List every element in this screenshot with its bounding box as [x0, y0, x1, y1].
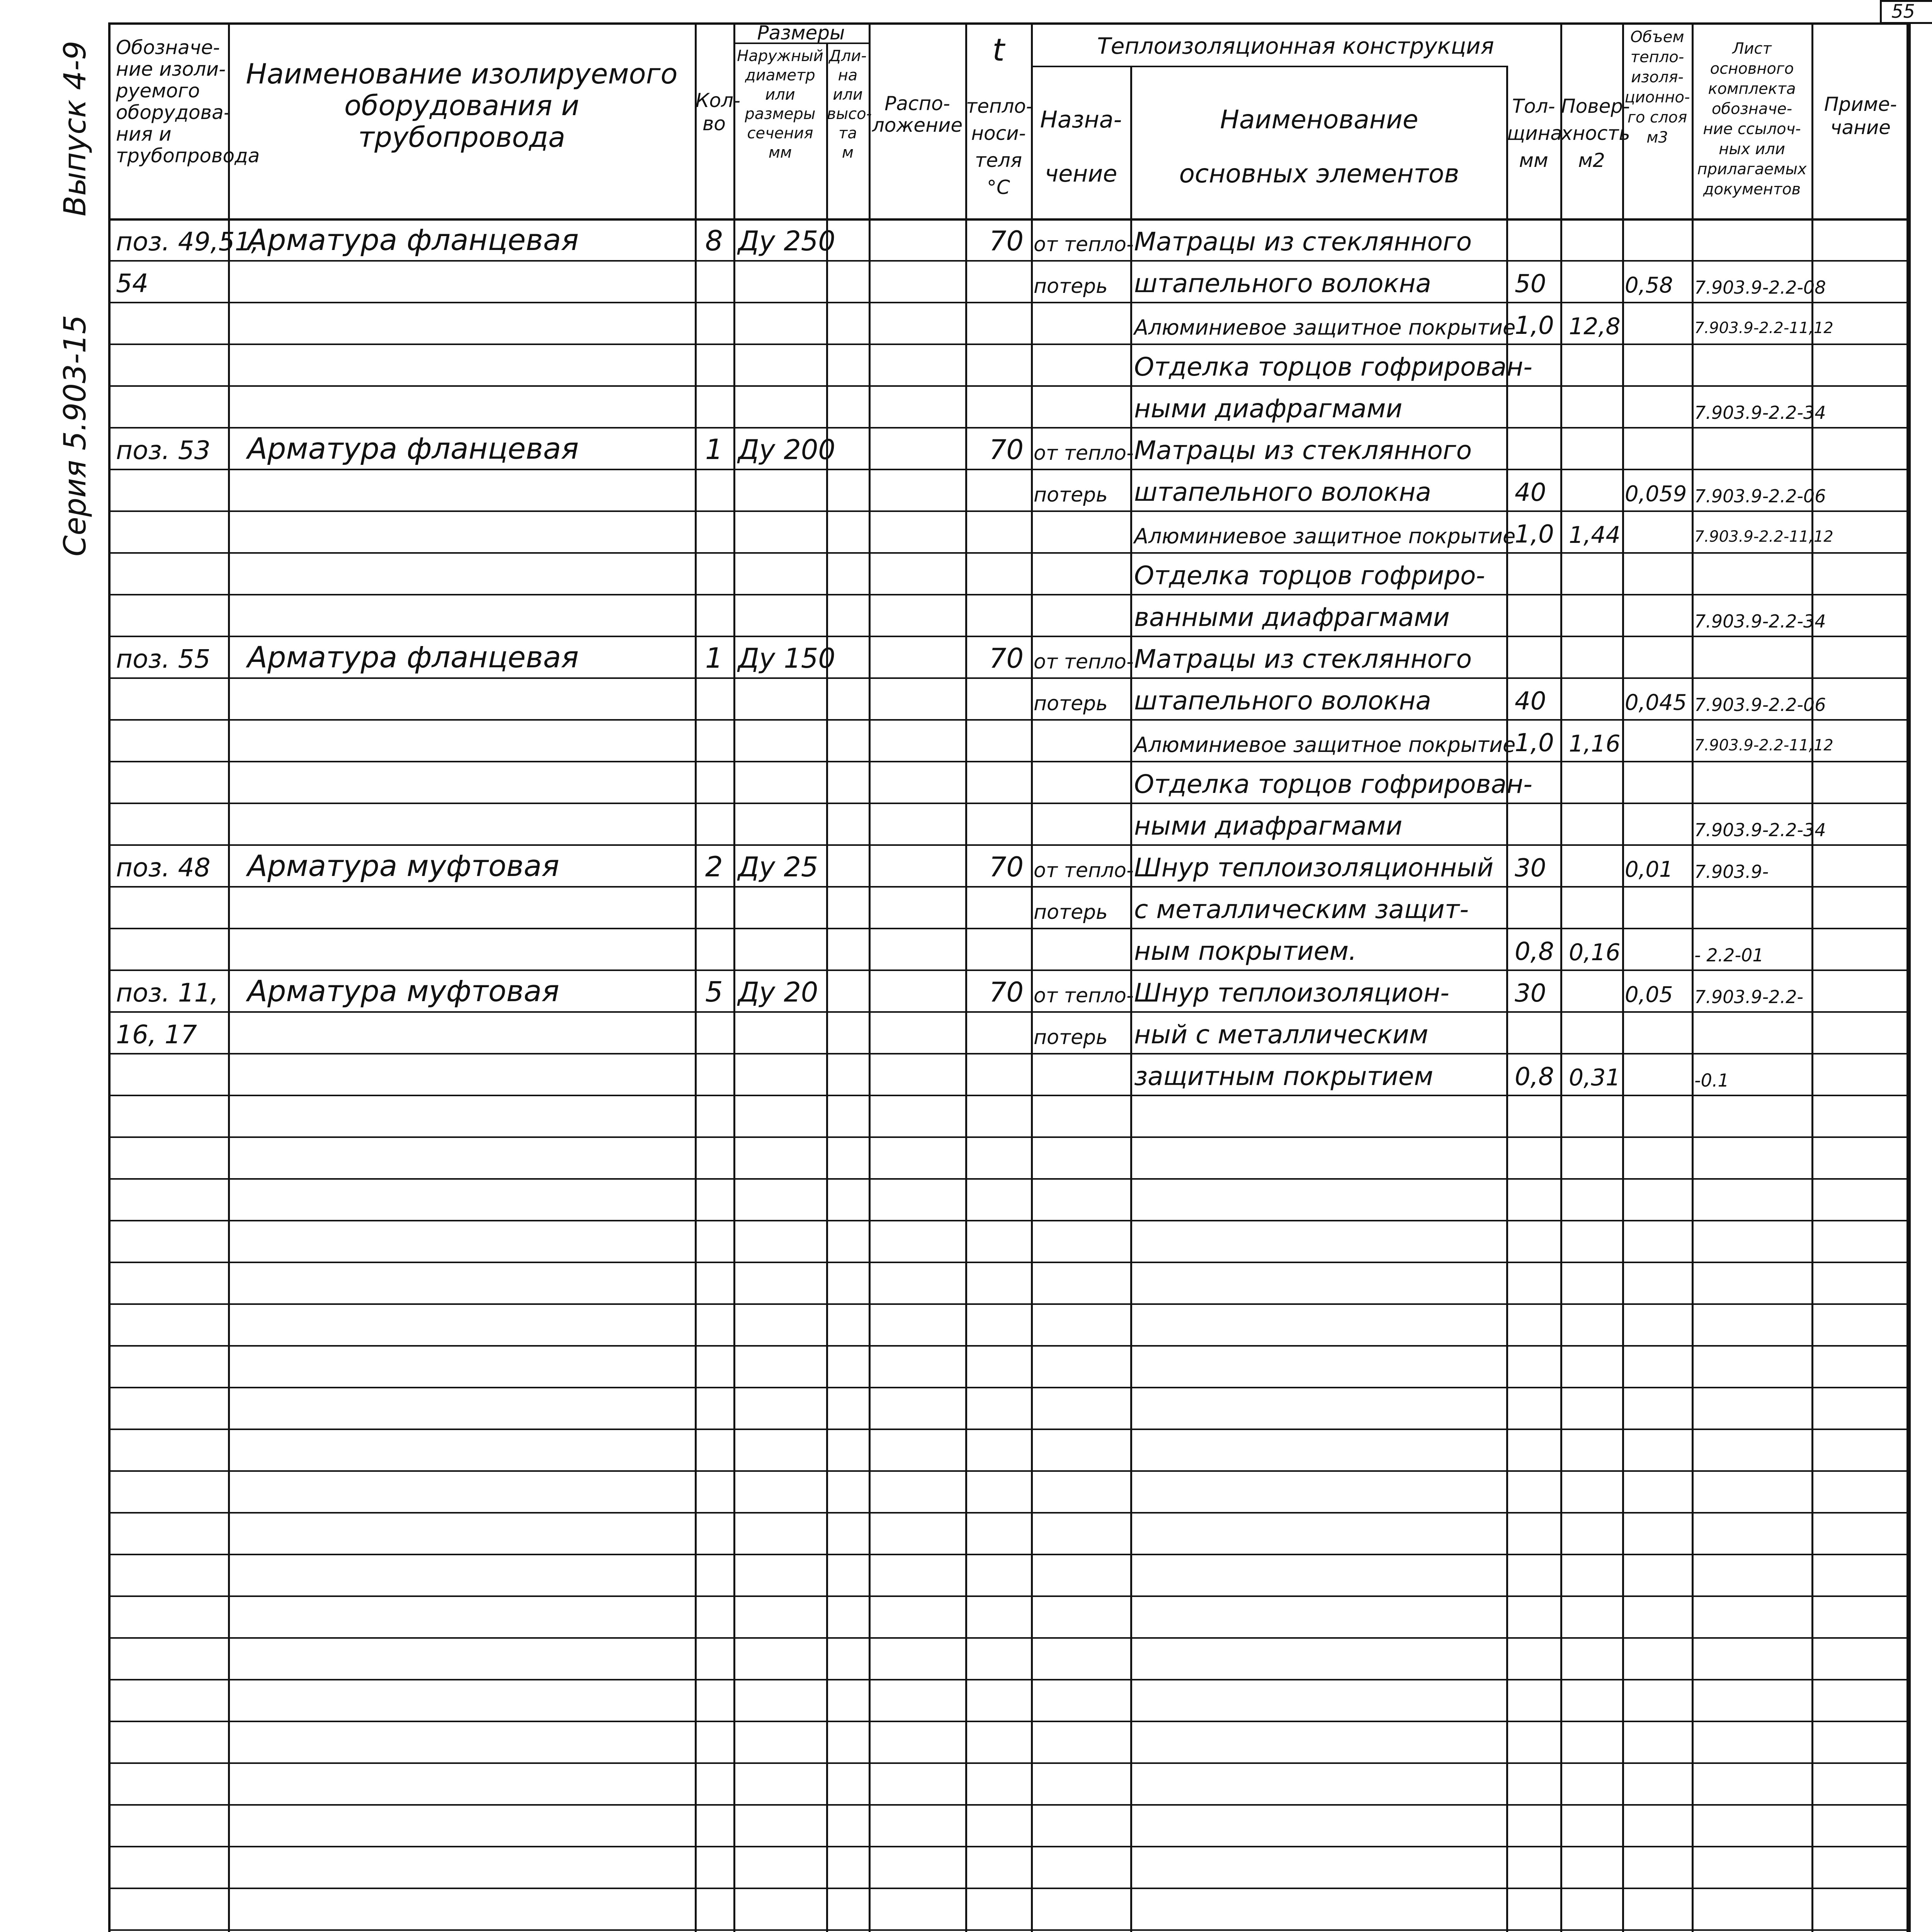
cell-element: Матрацы из стеклянного — [1134, 227, 1472, 257]
header-diameter-line: или — [765, 86, 795, 104]
row-line — [108, 427, 1909, 429]
cell-thickness: 1,0 — [1515, 520, 1554, 549]
header-sheet-ref — [1692, 39, 1811, 199]
header-length-line: высо- — [827, 105, 872, 123]
cell-diameter: Ду 20 — [738, 976, 818, 1008]
cell-sheet: - 2.2-01 — [1694, 945, 1764, 966]
cell-volume: 0,045 — [1625, 690, 1687, 715]
cell-sheet: 7.903.9-2.2-34 — [1694, 402, 1826, 423]
cell-sheet: 7.903.9-2.2-34 — [1694, 611, 1826, 632]
row-line — [108, 969, 1909, 971]
header-volume-line: тепло- — [1630, 48, 1684, 66]
cell-volume: 0,059 — [1625, 481, 1687, 507]
col-line-12 — [1692, 22, 1694, 1932]
cell-element: штапельного волокна — [1134, 686, 1431, 716]
row-line — [108, 1637, 1909, 1639]
header-location-line: ложение — [872, 114, 963, 136]
header-volume-line: Объем — [1630, 28, 1684, 46]
cell-diameter: Ду 150 — [738, 643, 835, 674]
cell-temp: 70 — [989, 851, 1024, 883]
cell-purpose: от тепло- — [1034, 859, 1134, 882]
cell-element: ными диафрагмами — [1134, 811, 1403, 841]
row-line — [108, 1303, 1909, 1305]
corner-sheet-number: 55 — [1891, 1, 1915, 22]
row-line — [108, 761, 1909, 762]
issue-label: Выпуск 4-9 — [58, 41, 93, 216]
row-line — [108, 552, 1909, 554]
header-sheet-line: обозначе- — [1711, 100, 1793, 118]
cell-element: с металлическим защит- — [1134, 895, 1469, 924]
header-length — [827, 46, 872, 162]
cell-element: Алюминиевое защитное покрытие — [1134, 733, 1516, 757]
header-volume — [1623, 27, 1692, 148]
header-thickness — [1507, 93, 1560, 174]
header-quantity — [696, 89, 741, 135]
cell-element: ванными диафрагмами — [1134, 602, 1450, 632]
cell-element: ным покрытием. — [1134, 936, 1357, 966]
cell-purpose: потерь — [1034, 901, 1108, 924]
header-thickness-line: мм — [1519, 149, 1548, 172]
cell-surface: 1,44 — [1569, 522, 1621, 549]
header-designation-line: руемого — [116, 80, 200, 102]
cell-element: штапельного волокна — [1134, 269, 1431, 298]
row-line — [108, 1178, 1909, 1180]
header-elements — [1132, 93, 1506, 201]
row-line — [108, 1804, 1909, 1806]
header-length-line: или — [833, 86, 863, 104]
row-line — [108, 928, 1909, 929]
header-designation-line: Обозначе- — [116, 36, 220, 59]
col-line-2 — [695, 22, 697, 1932]
header-volume-line: ционно- — [1624, 88, 1690, 106]
header-insulation-group: Теплоизоляционная конструкция — [1097, 33, 1494, 59]
header-volume-line: м3 — [1646, 129, 1668, 146]
header-designation-line: трубопровода — [116, 145, 260, 167]
cell-element: Отделка торцов гофрирован- — [1134, 769, 1532, 799]
cell-qty: 5 — [705, 976, 723, 1008]
row-line — [108, 677, 1909, 679]
header-sheet-line: комплекта — [1708, 80, 1796, 98]
header-temp-line: тепло- — [966, 95, 1033, 117]
col-line-13 — [1811, 22, 1813, 1932]
header-elements-line: Наименование — [1220, 105, 1418, 134]
header-length-line: та — [838, 124, 857, 142]
header-note-line: чание — [1830, 116, 1891, 139]
header-sheet-line: Лист — [1732, 40, 1772, 58]
row-line — [108, 1846, 1909, 1847]
cell-element: Отделка торцов гофриро- — [1134, 561, 1485, 590]
cell-surface: 0,16 — [1569, 939, 1621, 966]
cell-purpose: от тепло- — [1034, 233, 1134, 256]
header-temp-line: носи- — [971, 122, 1026, 145]
header-qty-line: Кол- — [696, 89, 741, 112]
cell-thickness: 0,8 — [1515, 1063, 1554, 1091]
cell-qty: 1 — [705, 642, 723, 674]
cell-element: Алюминиевое защитное покрытие — [1134, 524, 1516, 548]
header-purpose — [1032, 93, 1130, 201]
row-line — [108, 886, 1909, 888]
col-line-5 — [869, 22, 871, 1932]
col-line-10 — [1560, 22, 1562, 1932]
header-diameter-line: Наружный — [737, 47, 823, 65]
series-label: Серия 5.903-15 — [58, 315, 93, 556]
header-name-line: трубопровода — [358, 121, 565, 153]
row-line — [108, 1888, 1909, 1889]
header-surface-line: Повер- — [1561, 95, 1630, 117]
cell-purpose: от тепло- — [1034, 984, 1134, 1007]
cell-sheet: 7.903.9-2.2-06 — [1694, 486, 1826, 507]
cell-temp: 70 — [989, 976, 1024, 1008]
col-line-14 — [1909, 22, 1911, 1932]
row-line — [108, 1595, 1909, 1597]
col-line-3 — [733, 22, 735, 1932]
cell-thickness: 40 — [1515, 687, 1546, 716]
col-line-7 — [1031, 22, 1033, 1932]
header-length-line: м — [842, 144, 854, 162]
row-line — [108, 1345, 1909, 1347]
header-designation-line: оборудова- — [116, 101, 231, 124]
row-line — [108, 1136, 1909, 1138]
row-line — [108, 594, 1909, 595]
cell-surface: 0,31 — [1569, 1064, 1621, 1091]
header-note — [1812, 93, 1909, 139]
row-line — [108, 302, 1909, 303]
cell-sheet: 7.903.9-2.2-08 — [1694, 277, 1826, 298]
cell-designation: поз. 55 — [116, 644, 211, 674]
header-name-line: оборудования и — [344, 89, 580, 122]
cell-purpose: потерь — [1034, 275, 1108, 298]
row-line — [108, 1387, 1909, 1388]
cell-thickness: 0,8 — [1515, 937, 1554, 966]
cell-sheet: -0.1 — [1694, 1070, 1729, 1091]
header-designation-line: ния и — [116, 123, 172, 145]
header-location — [869, 93, 965, 136]
row-line — [108, 1262, 1909, 1263]
cell-purpose: потерь — [1034, 692, 1108, 715]
cell-thickness: 30 — [1515, 979, 1546, 1008]
insulation-group-end — [1560, 22, 1562, 66]
col-line-4 — [826, 43, 828, 1932]
row-line — [108, 385, 1909, 387]
header-thickness-line: Тол- — [1512, 95, 1555, 117]
cell-surface: 1,16 — [1569, 730, 1621, 757]
row-line — [108, 844, 1909, 846]
header-volume-line: изоля- — [1631, 68, 1684, 86]
header-sheet-line: документов — [1703, 180, 1801, 198]
header-diameter-line: размеры — [745, 105, 816, 123]
cell-volume: 0,01 — [1625, 857, 1673, 882]
cell-purpose: потерь — [1034, 483, 1108, 507]
cell-temp: 70 — [989, 643, 1024, 674]
row-line — [108, 1679, 1909, 1680]
cell-purpose: потерь — [1034, 1026, 1108, 1049]
cell-sheet: 7.903.9-2.2-34 — [1694, 820, 1826, 840]
cell-sheet: 7.903.9-2.2- — [1694, 986, 1803, 1007]
cell-designation: поз. 11, — [116, 978, 219, 1008]
header-surface-line: хность — [1561, 122, 1630, 145]
header-length-line: Дли- — [829, 47, 867, 65]
header-name-line: Наименование изолируемого — [246, 58, 678, 90]
header-surface — [1561, 93, 1630, 174]
header-bottom-line — [108, 218, 1909, 221]
col-line-11 — [1622, 22, 1624, 1932]
cell-element: Матрацы из стеклянного — [1134, 435, 1472, 465]
header-sheet-line: ние ссылоч- — [1703, 120, 1801, 138]
header-diameter-line: диаметр — [745, 66, 815, 84]
col-line-1 — [228, 22, 230, 1932]
cell-purpose: от тепло- — [1034, 650, 1134, 673]
cell-diameter: Ду 200 — [738, 434, 835, 466]
cell-qty: 2 — [705, 850, 723, 883]
header-volume-line: го слоя — [1627, 109, 1687, 126]
row-line — [108, 1554, 1909, 1555]
cell-diameter: Ду 250 — [738, 225, 835, 257]
header-thickness-line: щина — [1507, 122, 1562, 145]
row-line — [108, 1429, 1909, 1430]
cell-designation: поз. 49,51, — [116, 227, 259, 257]
cell-designation: 54 — [116, 269, 148, 298]
row-line — [108, 1512, 1909, 1514]
row-line — [108, 469, 1909, 470]
cell-thickness: 30 — [1515, 854, 1546, 883]
header-elements-line: основных элементов — [1179, 159, 1459, 189]
row-line — [108, 1929, 1909, 1931]
cell-qty: 1 — [705, 433, 723, 466]
row-line — [108, 1470, 1909, 1472]
cell-volume: 0,58 — [1625, 273, 1673, 298]
row-line — [108, 803, 1909, 804]
cell-thickness: 40 — [1515, 478, 1546, 507]
cell-element: Шнур теплоизоляцион- — [1134, 978, 1449, 1008]
cell-sheet: 7.903.9-2.2-11,12 — [1694, 528, 1833, 546]
cell-element: ный с металлическим — [1134, 1020, 1429, 1049]
header-diameter-line: мм — [768, 144, 792, 162]
header-sheet-line: ных или — [1719, 140, 1785, 158]
cell-sheet: 7.903.9-2.2-11,12 — [1694, 319, 1833, 337]
cell-temp: 70 — [989, 225, 1024, 257]
cell-element: Шнур теплоизоляционный — [1134, 853, 1494, 883]
cell-temp: 70 — [989, 434, 1024, 466]
cell-purpose: от тепло- — [1034, 442, 1134, 465]
cell-designation: поз. 53 — [116, 435, 211, 465]
row-line — [108, 1220, 1909, 1221]
row-line — [108, 1011, 1909, 1013]
cell-qty: 8 — [705, 224, 723, 257]
cell-name: Арматура муфтовая — [247, 849, 560, 883]
row-line — [108, 719, 1909, 721]
row-line — [108, 1095, 1909, 1096]
header-temperature — [966, 93, 1031, 201]
header-sizes-group: Размеры — [757, 22, 845, 44]
cell-element: Отделка торцов гофрирован- — [1134, 352, 1532, 382]
header-temp-line: °С — [987, 176, 1010, 199]
cell-name: Арматура фланцевая — [247, 431, 579, 466]
header-location-line: Распо- — [884, 92, 950, 115]
col-line-6 — [965, 22, 967, 1932]
header-temp-symbol: t — [992, 32, 1005, 68]
cell-designation: поз. 48 — [116, 853, 211, 883]
header-temp-line: теля — [975, 149, 1022, 172]
col-line-9 — [1506, 66, 1508, 1932]
insulation-group-line — [1031, 66, 1506, 67]
cell-diameter: Ду 25 — [738, 851, 818, 883]
header-purpose-line: чение — [1044, 160, 1117, 187]
cell-element: штапельного волокна — [1134, 477, 1431, 507]
header-length-line: на — [838, 66, 858, 84]
cell-element: Алюминиевое защитное покрытие — [1134, 315, 1516, 340]
header-diameter-line: сечения — [747, 124, 813, 142]
row-line — [108, 260, 1909, 262]
header-item-name — [232, 58, 692, 153]
cell-element: ными диафрагмами — [1134, 394, 1403, 423]
cell-sheet: 7.903.9- — [1694, 861, 1769, 882]
row-line — [108, 1762, 1909, 1764]
cell-designation: 16, 17 — [116, 1020, 197, 1049]
cell-thickness: 1,0 — [1515, 311, 1554, 340]
header-note-line: Приме- — [1824, 93, 1897, 116]
cell-sheet: 7.903.9-2.2-11,12 — [1694, 736, 1833, 754]
cell-thickness: 1,0 — [1515, 729, 1554, 757]
cell-name: Арматура фланцевая — [247, 640, 579, 674]
cell-surface: 12,8 — [1569, 313, 1621, 340]
row-line — [108, 344, 1909, 345]
header-qty-line: во — [702, 112, 726, 135]
cell-volume: 0,05 — [1625, 982, 1673, 1007]
header-diameter — [734, 46, 826, 162]
header-sheet-line: прилагаемых — [1697, 160, 1807, 178]
cell-name: Арматура фланцевая — [247, 223, 579, 257]
cell-sheet: 7.903.9-2.2-06 — [1694, 694, 1826, 715]
row-line — [108, 636, 1909, 637]
row-line — [108, 1053, 1909, 1054]
header-surface-line: м2 — [1578, 149, 1605, 172]
cell-thickness: 50 — [1515, 270, 1546, 298]
row-line — [108, 1721, 1909, 1722]
cell-name: Арматура муфтовая — [247, 974, 560, 1008]
header-designation-line: ние изоли- — [116, 58, 226, 80]
header-purpose-line: Назна- — [1040, 106, 1122, 133]
cell-element: Матрацы из стеклянного — [1134, 644, 1472, 674]
row-line — [108, 510, 1909, 512]
cell-element: защитным покрытием — [1134, 1061, 1434, 1091]
header-sheet-line: основного — [1710, 60, 1794, 78]
